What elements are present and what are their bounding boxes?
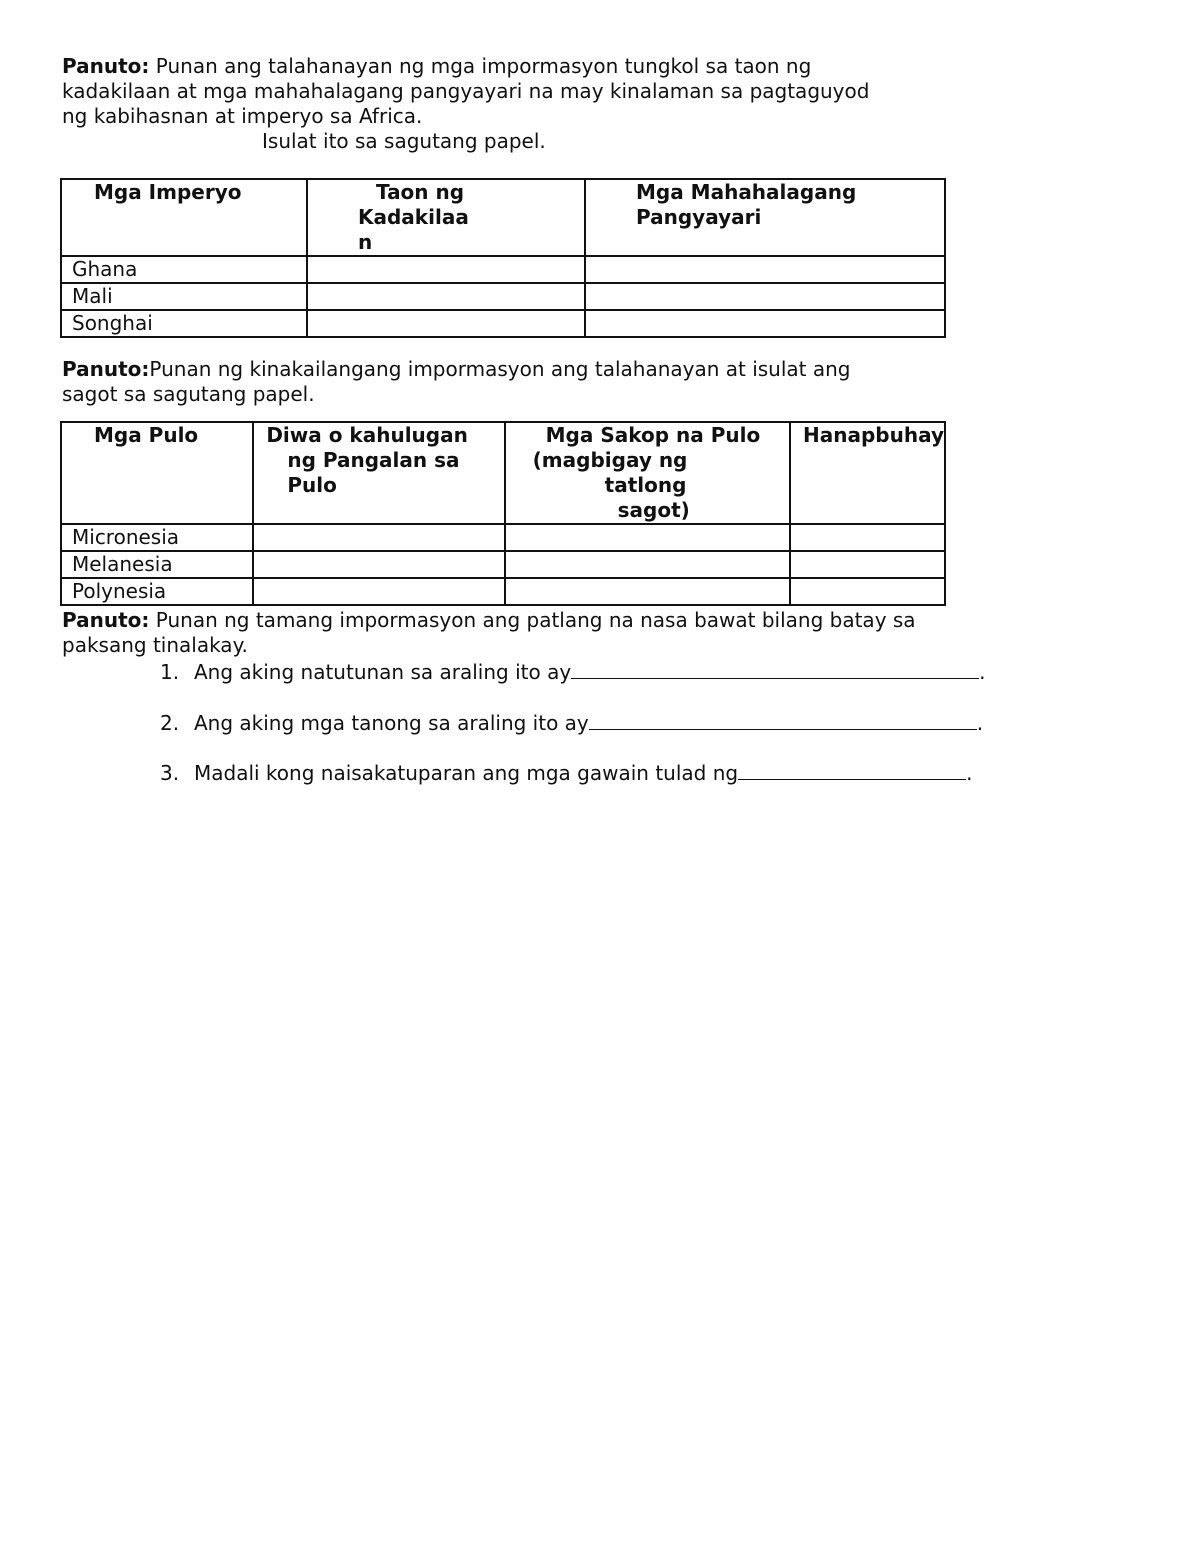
instruction-2-line2: sagot sa sagutang papel. <box>62 382 315 406</box>
instruction-2 <box>62 357 851 382</box>
header-diwa <box>253 422 504 524</box>
header-sakop-l1: Mga Sakop na Pulo <box>545 423 761 447</box>
blank-cell[interactable] <box>307 310 585 337</box>
blank-cell[interactable] <box>253 578 504 605</box>
blank-cell[interactable] <box>253 524 504 551</box>
blank-cell[interactable] <box>585 310 945 337</box>
header-sakop <box>505 422 790 524</box>
item-number: 1. <box>160 660 180 684</box>
blank-cell[interactable] <box>790 578 945 605</box>
instruction-text: Punan ng tamang impormasyon ang patlang na nasa bawat bilang batay sa <box>149 608 916 632</box>
header-diwa-l1: Diwa o kahulugan <box>266 423 468 447</box>
list-item <box>160 759 972 786</box>
table-header-row <box>61 179 945 256</box>
list-item <box>160 709 983 736</box>
header-taon <box>307 179 585 256</box>
header-diwa-l3: Pulo <box>287 473 337 497</box>
instruction-1 <box>62 54 811 79</box>
item-end: . <box>979 660 986 684</box>
row-label: Micronesia <box>61 524 253 551</box>
item-text: Ang aking natutunan sa araling ito ay <box>194 660 572 684</box>
table-row <box>61 578 945 605</box>
instruction-3-line2: paksang tinalakay. <box>62 633 248 657</box>
table-header-row <box>61 422 945 524</box>
row-label: Ghana <box>61 256 307 283</box>
header-pulo: Mga Pulo <box>61 422 253 524</box>
instruction-1-line4: Isulat ito sa sagutang papel. <box>262 129 546 153</box>
header-sakop-l4: sagot) <box>617 498 690 522</box>
header-imperyo: Mga Imperyo <box>61 179 307 256</box>
table-row <box>61 256 945 283</box>
item-end: . <box>976 711 984 735</box>
header-taon-l2: Kadakilaa <box>358 205 469 229</box>
blank-cell[interactable] <box>585 256 945 283</box>
item-text: Ang aking mga tanong sa araling ito ay <box>194 711 589 735</box>
blank-cell[interactable] <box>505 551 790 578</box>
instruction-text: Punan ang talahanayan ng mga impormasyon tungkol sa taon ng <box>149 54 812 78</box>
header-taon-l1: Taon ng <box>376 180 465 204</box>
item-number: 3. <box>160 761 180 785</box>
table-row <box>61 551 945 578</box>
header-hanapbuhay: Hanapbuhay <box>790 422 945 524</box>
blank-cell[interactable] <box>253 551 504 578</box>
answer-blank[interactable] <box>589 709 977 730</box>
blank-cell[interactable] <box>307 283 585 310</box>
header-pangyayari: Mga Mahahalagang Pangyayari <box>585 179 945 256</box>
header-taon-l3: n <box>358 230 373 254</box>
instruction-1-line3: ng kabihasnan at imperyo sa Africa. <box>62 104 423 128</box>
instruction-label: Panuto: <box>62 54 150 78</box>
header-diwa-l2: ng Pangalan sa <box>287 448 460 472</box>
blank-cell[interactable] <box>790 524 945 551</box>
blank-cell[interactable] <box>585 283 945 310</box>
header-sakop-l3: tatlong <box>604 473 687 497</box>
blank-cell[interactable] <box>505 578 790 605</box>
answer-blank[interactable] <box>571 658 979 679</box>
row-label: Melanesia <box>61 551 253 578</box>
item-end: . <box>966 761 973 785</box>
blank-cell[interactable] <box>505 524 790 551</box>
row-label: Polynesia <box>61 578 253 605</box>
instruction-3 <box>62 608 916 633</box>
table-row <box>61 283 945 310</box>
empire-table <box>60 178 946 338</box>
header-sakop-l2: (magbigay ng <box>532 448 688 472</box>
table-row <box>61 310 945 337</box>
list-item <box>160 658 986 685</box>
instruction-label: Panuto: <box>62 608 150 632</box>
blank-cell[interactable] <box>790 551 945 578</box>
table-row <box>61 524 945 551</box>
row-label: Songhai <box>61 310 307 337</box>
islands-table <box>60 421 946 606</box>
row-label: Mali <box>61 283 307 310</box>
item-number: 2. <box>160 711 180 735</box>
instruction-label: Panuto: <box>62 357 150 381</box>
item-text: Madali kong naisakatuparan ang mga gawain tulad ng <box>194 761 739 785</box>
blank-cell[interactable] <box>307 256 585 283</box>
instruction-1-line2: kadakilaan at mga mahahalagang pangyayari na may kinalaman sa pagtaguyod <box>62 79 870 103</box>
answer-blank[interactable] <box>738 759 966 780</box>
instruction-text: Punan ng kinakailangang impormasyon ang talahanayan at isulat ang <box>149 357 851 381</box>
